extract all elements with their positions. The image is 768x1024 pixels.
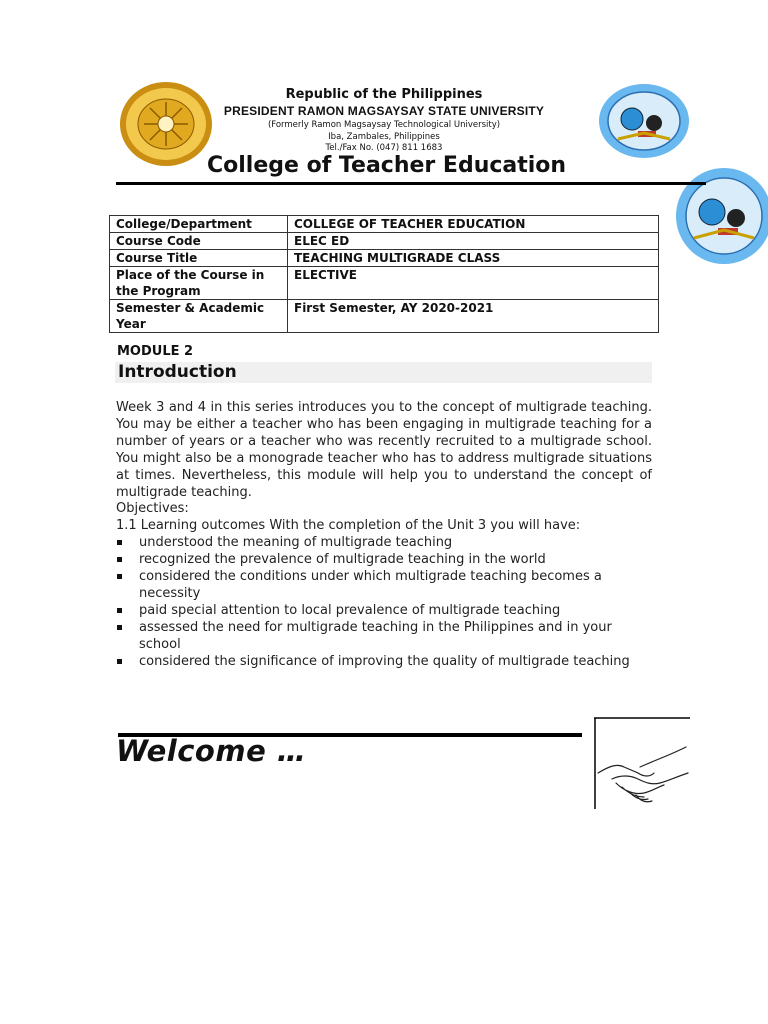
- header-rule: [116, 182, 706, 185]
- bullet-icon: [117, 608, 122, 613]
- table-row: [110, 250, 659, 267]
- table-value: TEACHING MULTIGRADE CLASS: [288, 250, 659, 267]
- objectives-label: Objectives:: [116, 501, 189, 516]
- republic-heading: Republic of the Philippines: [285, 87, 483, 102]
- outcomes-lead: 1.1 Learning outcomes With the completion of the Unit 3 you will have:: [116, 518, 581, 533]
- table-key: Place of the Course in the Program: [110, 267, 288, 300]
- table-key: Semester & Academic Year: [110, 300, 288, 333]
- list-item-text: recognized the prevalence of multigrade teaching in the world: [139, 552, 546, 567]
- list-item: [116, 653, 656, 670]
- list-item: [116, 534, 656, 551]
- table-row: [110, 267, 659, 300]
- module-label: MODULE 2: [117, 344, 194, 359]
- outcomes-list: [116, 534, 656, 670]
- table-value: COLLEGE OF TEACHER EDUCATION: [288, 216, 659, 233]
- list-item-text: assessed the need for multigrade teaching in the Philippines and in your school: [139, 620, 612, 652]
- list-item: [116, 602, 656, 619]
- telephone: Tel./Fax No. (047) 811 1683: [325, 143, 443, 153]
- intro-paragraph: Week 3 and 4 in this series introduces you to the concept of multigrade teaching. You may be either a teacher who has been engaging in multigrade teaching for a number of years or a teacher who was recently recruited to a multigrade school. You might also be a monograde teacher who has to address multigrade situations at times. Nevertheless, this module will help you to understand the concept of multigrade teaching.: [116, 400, 652, 500]
- course-info-table: [109, 215, 659, 333]
- list-item: [116, 568, 656, 602]
- bullet-icon: [117, 557, 122, 562]
- table-row: [110, 216, 659, 233]
- table-value: First Semester, AY 2020-2021: [288, 300, 659, 333]
- section-title: Introduction: [118, 362, 237, 382]
- list-item: [116, 619, 656, 653]
- former-name: (Formerly Ramon Magsaysay Technological University): [267, 120, 501, 130]
- college-title: College of Teacher Education: [207, 153, 567, 178]
- table-row: [110, 300, 659, 333]
- bullet-icon: [117, 659, 122, 664]
- table-row: [110, 233, 659, 250]
- table-value: ELECTIVE: [288, 267, 659, 300]
- list-item-text: considered the conditions under which multigrade teaching becomes a necessity: [139, 569, 602, 601]
- list-item-text: understood the meaning of multigrade teaching: [139, 535, 453, 550]
- bullet-icon: [117, 625, 122, 630]
- list-item-text: paid special attention to local prevalence of multigrade teaching: [139, 603, 561, 618]
- table-key: Course Code: [110, 233, 288, 250]
- cte-seal-icon: [674, 166, 768, 266]
- list-item: [116, 551, 656, 568]
- table-key: Course Title: [110, 250, 288, 267]
- bullet-icon: [117, 574, 122, 579]
- university-name: PRESIDENT RAMON MAGSAYSAY STATE UNIVERSITY: [223, 104, 545, 118]
- address: Iba, Zambales, Philippines: [328, 132, 440, 142]
- list-item-text: considered the significance of improving the quality of multigrade teaching: [139, 654, 630, 669]
- bullet-icon: [117, 540, 122, 545]
- welcome-heading: Welcome …: [116, 734, 307, 768]
- table-value: ELEC ED: [288, 233, 659, 250]
- table-key: College/Department: [110, 216, 288, 233]
- handshake-icon: [594, 717, 690, 809]
